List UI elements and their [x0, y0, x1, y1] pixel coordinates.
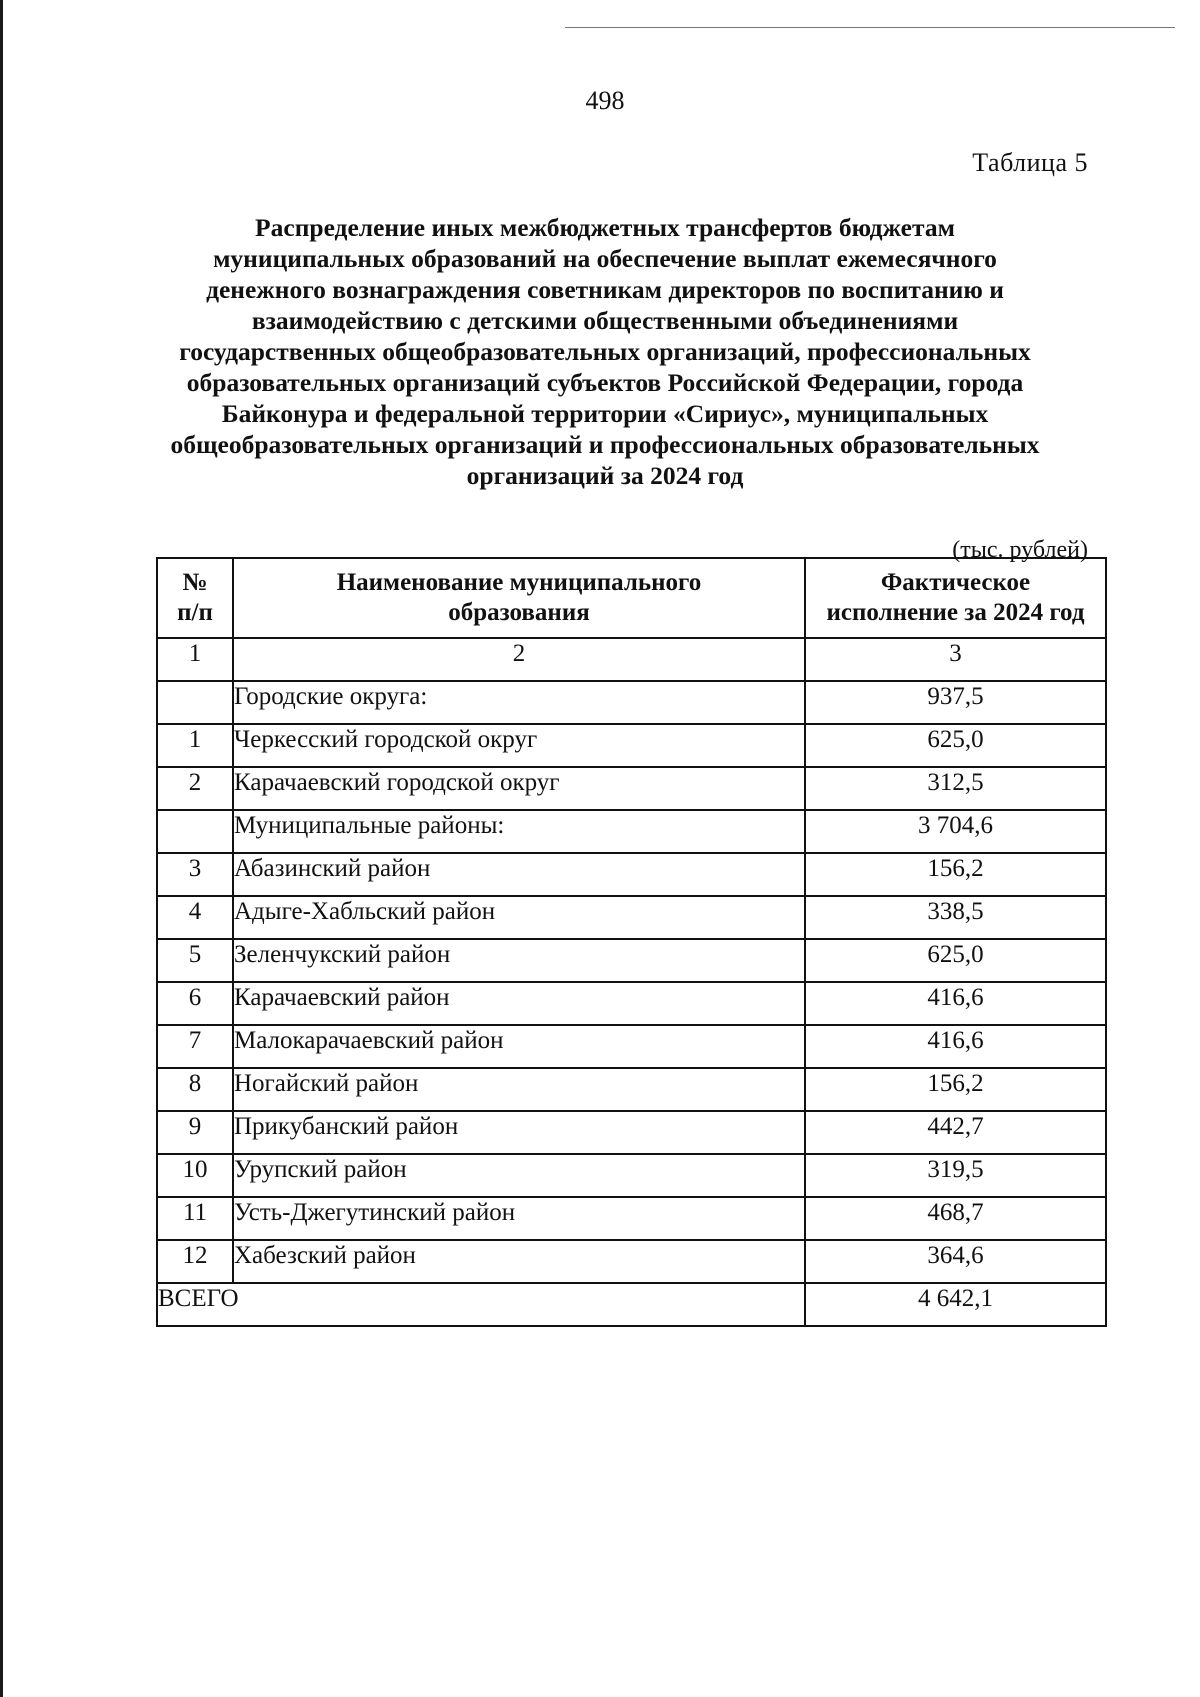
row-name-cell: Хабезский район: [233, 1240, 805, 1283]
row-number-cell: [157, 681, 233, 724]
table-row: [157, 896, 1106, 939]
title-line: денежного вознаграждения советникам директоров по воспитанию и: [206, 275, 1004, 304]
row-name-cell: Зеленчукский район: [233, 939, 805, 982]
row-name-cell: Черкесский городской округ: [233, 724, 805, 767]
row-name-cell: Урупский район: [233, 1154, 805, 1197]
unit-note: (тыс. рублей): [952, 537, 1088, 563]
table-row: [157, 853, 1106, 896]
row-name-cell: Прикубанский район: [233, 1111, 805, 1154]
row-value-cell: 312,5: [805, 767, 1106, 810]
row-value-cell: 416,6: [805, 982, 1106, 1025]
header-value-line1: Фактическое: [880, 569, 1031, 596]
row-value-cell: 468,7: [805, 1197, 1106, 1240]
header-value: [805, 558, 1106, 638]
header-num-line1: №: [182, 569, 208, 596]
table-row: [157, 1068, 1106, 1111]
total-value: 4 642,1: [805, 1283, 1106, 1326]
title-line: взаимодействию с детскими общественными объединениями: [251, 306, 959, 335]
document-title: [110, 212, 1100, 491]
title-line: образовательных организаций субъектов Российской Федерации, города: [186, 368, 1024, 397]
row-number-cell: 6: [157, 982, 233, 1025]
row-value-cell: 319,5: [805, 1154, 1106, 1197]
index-cell: 1: [157, 638, 233, 681]
row-name-cell: Абазинский район: [233, 853, 805, 896]
column-index-row: [157, 638, 1106, 681]
table-row: [157, 1240, 1106, 1283]
row-value-cell: 442,7: [805, 1111, 1106, 1154]
row-value-cell: 338,5: [805, 896, 1106, 939]
row-name-cell: Карачаевский городской округ: [233, 767, 805, 810]
row-name-cell: Карачаевский район: [233, 982, 805, 1025]
row-value-cell: 156,2: [805, 853, 1106, 896]
row-value-cell: 3 704,6: [805, 810, 1106, 853]
row-name-cell: Городские округа:: [233, 681, 805, 724]
table-row: [157, 1025, 1106, 1068]
row-name-cell: Малокарачаевский район: [233, 1025, 805, 1068]
index-cell: 3: [805, 638, 1106, 681]
table-header-row: [157, 558, 1106, 638]
header-num-line2: п/п: [177, 599, 213, 626]
row-number-cell: 5: [157, 939, 233, 982]
row-name-cell: Адыге-Хабльский район: [233, 896, 805, 939]
row-name-cell: Ногайский район: [233, 1068, 805, 1111]
table-label: Таблица 5: [972, 148, 1088, 177]
header-name: [233, 558, 805, 638]
row-value-cell: 416,6: [805, 1025, 1106, 1068]
row-value-cell: 625,0: [805, 939, 1106, 982]
row-name-cell: Усть-Джегутинский район: [233, 1197, 805, 1240]
table-row: [157, 1197, 1106, 1240]
title-line: государственных общеобразовательных организаций, профессиональных: [179, 337, 1031, 366]
title-line: общеобразовательных организаций и профессиональных образовательных: [170, 430, 1040, 459]
row-number-cell: 3: [157, 853, 233, 896]
table-row: [157, 767, 1106, 810]
page-number: 498: [585, 86, 625, 115]
title-line: муниципальных образований на обеспечение выплат ежемесячного: [213, 244, 997, 273]
header-value-line2: исполнение за 2024 год: [826, 599, 1085, 626]
top-rule: [565, 27, 1175, 28]
row-value-cell: 156,2: [805, 1068, 1106, 1111]
row-number-cell: 9: [157, 1111, 233, 1154]
title-line: Распределение иных межбюджетных трансфертов бюджетам: [255, 213, 955, 242]
total-row: [157, 1283, 1106, 1326]
row-number-cell: [157, 810, 233, 853]
row-name-cell: Муниципальные районы:: [233, 810, 805, 853]
header-num: [157, 558, 233, 638]
row-value-cell: 937,5: [805, 681, 1106, 724]
row-number-cell: 12: [157, 1240, 233, 1283]
header-name-line1: Наименование муниципального: [336, 569, 702, 596]
table-row: [157, 982, 1106, 1025]
table-row: [157, 1111, 1106, 1154]
row-number-cell: 1: [157, 724, 233, 767]
scan-left-edge: [0, 0, 3, 1697]
header-name-line2: образования: [448, 599, 590, 626]
row-number-cell: 11: [157, 1197, 233, 1240]
title-line: организаций за 2024 год: [466, 461, 744, 490]
index-cell: 2: [233, 638, 805, 681]
row-number-cell: 7: [157, 1025, 233, 1068]
row-number-cell: 4: [157, 896, 233, 939]
row-value-cell: 364,6: [805, 1240, 1106, 1283]
total-label: ВСЕГО: [157, 1283, 805, 1326]
table-row: [157, 810, 1106, 853]
table-row: [157, 681, 1106, 724]
row-number-cell: 2: [157, 767, 233, 810]
row-number-cell: 10: [157, 1154, 233, 1197]
row-value-cell: 625,0: [805, 724, 1106, 767]
row-number-cell: 8: [157, 1068, 233, 1111]
data-table: [156, 557, 1107, 1327]
table-row: [157, 1154, 1106, 1197]
title-line: Байконура и федеральной территории «Сириус», муниципальных: [221, 399, 989, 428]
table-row: [157, 939, 1106, 982]
table-row: [157, 724, 1106, 767]
